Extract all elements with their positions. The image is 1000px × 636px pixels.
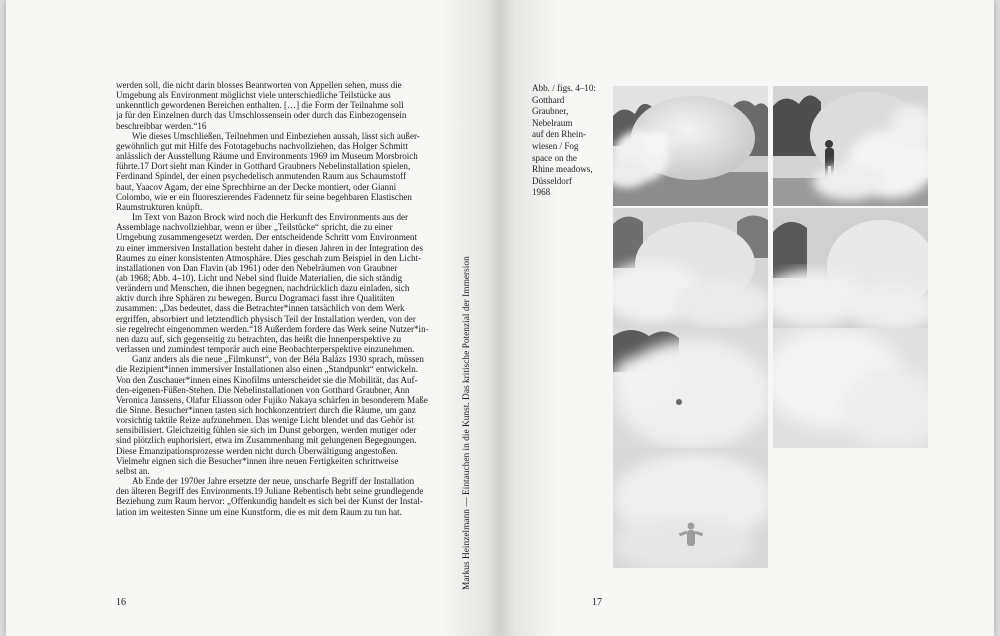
caption-line: 1968 [532, 187, 551, 198]
photo-fig-7 [773, 208, 928, 328]
text-line: führte.17 Dort sieht man Kinder in Gotthard Graubners Nebelinstallation spielen, [116, 161, 411, 172]
text-line: installationen von Dan Flavin (ab 1961) oder den Nebelräumen von Graubner [116, 262, 398, 273]
caption-line: auf den Rhein- [532, 129, 587, 140]
text-line: Wie dieses Umschließen, Teilnehmen und Einbeziehen aussah, lässt sich außer- [132, 130, 420, 141]
text-line: baut, Yaacov Agam, der eine Sprechbirne an der Decke montiert, oder Gianni [116, 181, 397, 192]
right-page-number: 17 [592, 597, 602, 608]
text-line: Assemblage nachvollziehbar, wenn er über „Teilstücke“ spricht, die zu einer [116, 222, 393, 233]
text-line: sensibilisiert. Gleichzeitig fühlen sie sich im Dunst geborgen, werden mutiger oder [116, 425, 417, 436]
text-line: Raumes zu einer konsistenten Atmosphäre. Dies geschah zum Beispiel in den Licht- [116, 252, 422, 263]
text-line: nen dazu auf, sich gegenseitig zu betrachten, das heißt die Innenperspektive zu [116, 333, 402, 344]
photo-fig-10 [613, 448, 768, 568]
caption-line: Gotthard [532, 94, 565, 105]
text-line: Von den Zuschauer*innen eines Kinofilms unterscheidet sie die Mobilität, das Auf- [116, 374, 418, 385]
text-line: Umgebung als Environment möglichst viele unterschiedliche Teilstücke aus [116, 90, 391, 101]
text-line: gewöhnlich gut mit Hilfe des Fototagebuchs nachvollziehen, das Holger Schmitt [116, 140, 408, 151]
text-line: Diese Emanzipationsprozesse werden nicht durch Überwältigung angestoßen. [116, 445, 398, 456]
text-line: verändern und Menschen, die ihnen begegnen, nachdrücklich dazu einladen, sich [116, 283, 410, 294]
text-line: werden soll, die nicht darin blosses Beantworten von Appellen sehen, muss die [116, 80, 402, 90]
text-line: Veronica Janssens, Olafur Eliasson oder Fujiko Nakaya schärfen in besonderem Maße [116, 394, 428, 405]
text-line: Ab Ende der 1970er Jahre ersetzte der neue, unscharfe Begriff der Installation [132, 476, 415, 487]
caption-line: Rhine meadows, [532, 164, 593, 175]
text-line: Im Text von Bazon Brock wird noch die Herkunft des Environments aus der [132, 212, 409, 223]
text-line: Beziehung zum Raum hervor: „Offenkundig handelt es sich bei der Kunst der Instal- [116, 496, 423, 507]
text-line: lation im weitesten Sinne um eine Kunstform, die es mit dem Raum zu tun hat. [116, 506, 402, 517]
text-line: zu einer immersiven Installation besteht daher in diesen Jahren in der Integration des [116, 242, 423, 253]
text-line: beschreibbar werden.“16 [116, 120, 207, 131]
figure-caption [532, 83, 614, 199]
text-line: die Rezipient*innen immersiver Installationen also einen „Standpunkt“ entwickeln. [116, 364, 418, 375]
text-line: anlässlich der Ausstellung Räume und Environments 1969 im Museum Morsbroich [116, 151, 418, 162]
caption-line: Abb. / figs. 4–10: [532, 83, 596, 93]
text-line: Ferdinand Spindel, der einen psychedelisch anmutenden Raum aus Schaumstoff [116, 171, 407, 182]
photo-fig-8 [613, 328, 768, 448]
caption-line: Düsseldorf [532, 175, 572, 186]
text-line: den-eigenen-Füßen-Stehen. Die Nebelinstallationen von Gotthard Graubner, Ann [116, 384, 410, 395]
running-head-text: Markus Heinzelmann — Eintauchen in die Kunst. Das kritische Potenzial der Immersion [462, 256, 472, 590]
text-line: sie regelrecht eingenommen werden.“18 Außerdem fordere das Werk seine Nutzer*in- [116, 323, 429, 334]
text-line: Ganz anders als die neue „Filmkunst“, von der Béla Balázs 1930 sprach, müssen [132, 354, 424, 365]
text-line: vorsichtig taktile Reize aufzunehmen. Das wenige Licht blendet und das Gehör ist [116, 415, 414, 426]
caption-line: Nebelraum [532, 117, 573, 128]
left-page-number: 16 [116, 597, 126, 608]
text-line: unkenntlich gewordenen Bereichen enthalten. […] die Form der Teilnahme soll [116, 100, 404, 111]
left-page [6, 0, 500, 636]
text-line: (ab 1968; Abb. 4–10). Licht und Nebel sind fluide Materialien, die sich ständig [116, 272, 403, 283]
caption-line: Graubner, [532, 106, 569, 117]
photo-fig-5 [773, 86, 928, 206]
text-line: Umgebung zusammengesetzt werden. Der entscheidende Schritt vom Environment [116, 232, 417, 243]
text-line: die Sinne. Besucher*innen tasten sich hochkonzentriert durch die Räume, um ganz [116, 405, 416, 415]
text-line: den älteren Begriff des Environments.19 Juliane Rebentisch hebt seine grundlegende [116, 486, 424, 497]
body-text [116, 80, 448, 517]
photo-fig-6 [613, 208, 768, 328]
text-line: ja für den Einzelnen durch das Umschlossensein oder durch das Einbezogensein [116, 110, 407, 121]
photo-fig-4 [613, 86, 768, 206]
text-line: Vielmehr eignen sich die Besucher*innen ihre neuen Fertigkeiten schrittweise [116, 455, 399, 466]
caption-line: wiesen / Fog [532, 140, 579, 151]
text-line: Raumstrukturen knüpft. [116, 201, 203, 212]
text-line: selbst an. [116, 465, 150, 476]
running-head [462, 150, 480, 590]
text-line: verlassen und zumindest temporär auch eine Beobachterperspektive einzunehmen. [116, 344, 415, 355]
text-line: sind plötzlich euphorisiert, etwa im Zusammenhang mit gelungenen Begegnungen. [116, 435, 417, 446]
text-line: zusammen: „Das bedeutet, dass die Betrachter*innen tatsächlich von dem Werk [116, 303, 405, 314]
text-line: Colombo, wie er ein fluoreszierendes Fadennetz für seine begehbaren Elastischen [116, 191, 412, 202]
caption-line: space on the [532, 152, 577, 163]
text-line: ergriffen, absorbiert und letztendlich physisch Teil der Installation werden, von der [116, 313, 416, 324]
text-line: aktiv durch ihre Sphären zu bewegen. Burcu Dogramaci fasst ihre Qualitäten [116, 293, 395, 304]
photo-fig-9 [773, 328, 928, 448]
